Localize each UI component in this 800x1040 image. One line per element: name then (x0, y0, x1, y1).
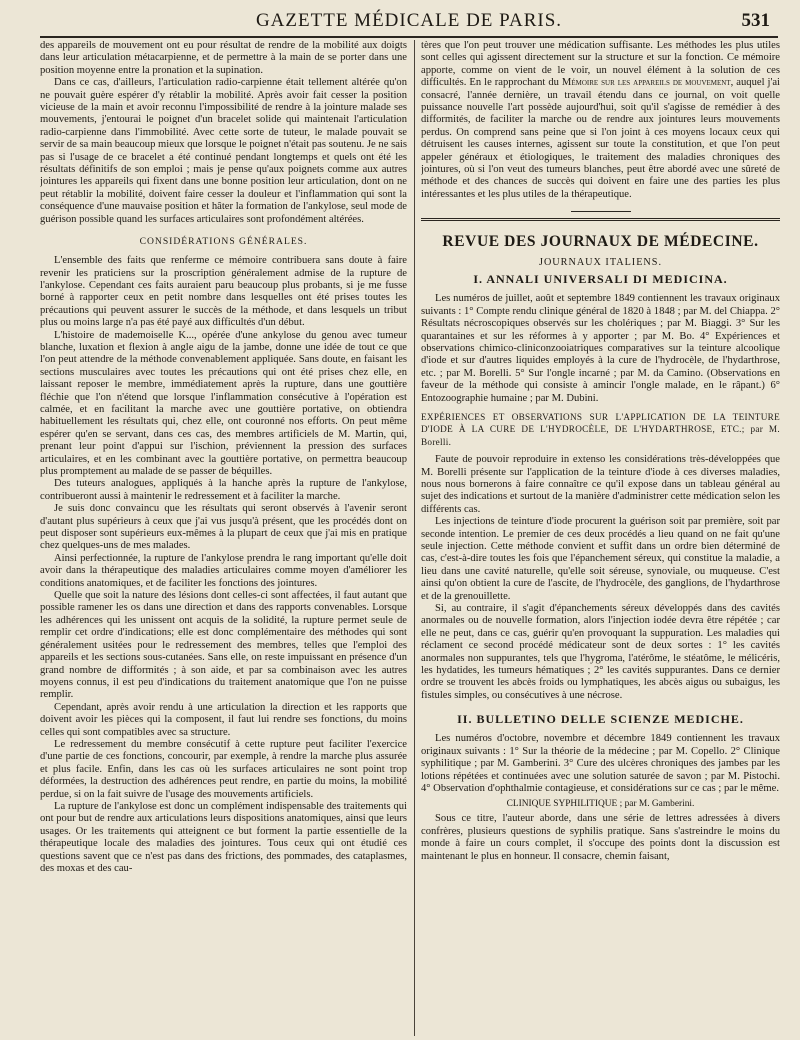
journal-title: GAZETTE MÉDICALE DE PARIS. (255, 10, 563, 31)
borelli-subheading: EXPÉRIENCES ET OBSERVATIONS SUR L'APPLICATION DE LA TEINTURE D'IODE À LA CURE DE L'HYDROCÈLE, DE L'HYDARTHROSE, ETC.; par M. Borelli. (421, 411, 780, 447)
left-column (40, 40, 407, 1036)
memoir-reference: Mémoire sur les appareils de mouvement, (561, 77, 734, 89)
section-heading-bulletino: II. BULLETINO DELLE SCIENZE MEDICHE. (457, 712, 744, 727)
right-paragraph (421, 40, 780, 201)
italian-journals-heading: JOURNAUX ITALIENS. (538, 257, 662, 269)
right-paragraph: Les injections de teinture d'iode procurent la guérison soit par première, soit par seconde intention. Le premier de ces deux procédés a lieu quand on ne fait qu'une seule injection. Cette méthode convient et suffit dans un ordre bien déterminé de cas, c'est-à-dire toutes les fois que l'épanchement séreux, qui constitue la maladie, a lieu dans une cavité naturelle, qu'elle soit séreuse, synoviale, ou muqueuse. C'est ainsi qu'on obtient la cure de l'ascite, de l'hydrocèle, des ganglions, de l'hydarthrose et de la grenouillette. (421, 516, 780, 602)
short-divider (571, 211, 631, 212)
right-column (421, 40, 780, 1036)
right-paragraph: Les numéros de juillet, août et septembre 1849 contiennent les travaux originaux suivants : 1° Compte rendu clinique général de 1820 à 1848 ; par M. del Chiappa. 2° Résultats nécroscopiques observés sur les cholériques ; par M. Biaggi. 3° Sur les quarantaines et sur les réformes à y apporter ; par M. Bo. 4° Expériences et observations chimico-cliniconzooiatriques comparatives sur la teinture alcoolique d'iode et sur d'autres liquides employés à la cure de l'hydrocèle, de l'hydarthrose, etc. ; par M. Borelli. 5° Sur l'ongle incarné ; par M. da Camino. (Observations en faveur de la méthode qui consiste à amincir l'ongle malade, en le râpant.) 6° Entozoographie humaine ; par M. Dubini. (421, 293, 780, 404)
left-paragraph: Le redressement du membre consécutif à cette rupture peut faciliter l'exercice d'une partie de ces fonctions, concourir, par exemple, à rendre la marche plus assurée et plus facile. Enfin, dans les cas où les surfaces articulaires ne sont point trop déformées, la destruction des adhérences peut rendre, en partie du moins, la mobilité perdue, si on la fait suivre de l'usage des mouvements artificiels. (40, 738, 407, 800)
page-number: 531 (741, 10, 770, 31)
right-text: tères que l'on peut trouver une médication suffisante. Les méthodes les plus utiles sont celles qui agissent directement sur la structure et sur la fonction. Ce mémoire apporte, comme on vient de le voir, un nouvel élément à la solution de ces difficultés. En le rapprochant du (421, 40, 780, 89)
clinique-subheading: CLINIQUE SYPHILITIQUE ; par M. Gamberini. (506, 799, 695, 810)
left-paragraph: des appareils de mouvement ont eu pour résultat de rendre de la mobilité aux doigts dans leur articulation métacarpienne, et de permettre à la main de se porter dans une position moyenne entre la pronation et la supination. (40, 40, 407, 76)
right-paragraph: Faute de pouvoir reproduire in extenso les considérations très-développées que M. Borelli présente sur l'application de la teinture d'iode à ces diverses maladies, nous nous bornerons à faire connaître ce qu'il expose dans un tableau général au sujet des indications et surtout de la manière d'administrer cette médication selon les différents cas. (421, 454, 780, 515)
right-text: auquel j'ai consacré, l'année dernière, un travail étendu dans ce journal, on voit quelle puissance nouvelle l'art possède aujourd'hui, soit qu'il s'agisse de remédier à des difformités, de faciliter la marche ou de rendre aux jointures leurs mouvements perdus. On comprend sans peine que si l'on joint à ces moyens locaux ceux qui détruisent les causes internes, agissent sur toute la constitution, et que l'on peut appeler généraux et étiologiques, le traitement des maladies chroniques des jointures, où si l'on veut des tumeurs blanches, peut être abordé avec une sûreté de méthode et des chances de succès qui doivent en faire une des parties les plus intéressantes et les plus utiles de la thérapeutique. (421, 77, 780, 200)
column-divider (414, 40, 415, 1036)
left-paragraph: L'ensemble des faits que renferme ce mémoire contribuera sans doute à faire revenir les praticiens sur la proscription généralement admise de la rupture de l'ankylose. Cependant ces faits auraient paru beaucoup plus probants, si je me fusse borné à rapporter ceux en petit nombre dans lesquelles ont été prises toutes les précautions qui peuvent assurer le succès de la méthode, et dans lesquels un tribut plus ou moins large n'a pas été payé aux difficultés d'un début. (40, 255, 407, 329)
section-heading-considerations: CONSIDÉRATIONS GÉNÉRALES. (139, 236, 308, 248)
right-paragraph: Si, au contraire, il s'agit d'épanchements séreux développés dans des cavités anormales ou de nouvelle formation, alors l'injection iodée devra être répétée ; car elle ne peut, dans ce cas, guérir qu'en provoquant la suppuration. Les maladies qui réclament ce second procédé médicateur sont de deux sortes : 1° les cavités anormales non suppurantes, tels que l'hygroma, l'atérôme, le stéatôme, le mélicéris, les hydatides, les tumeurs hématiques ; 2° les cavités suppurantes. Dans ce dernier ordre se trouvent les abcès froids ou lymphatiques, les abcès aigus ou subaigus, les fistules simples, ou consécutives à une nécrose. (421, 603, 780, 701)
page-header (40, 6, 778, 38)
right-paragraph: Sous ce titre, l'auteur aborde, dans une série de lettres adressées à divers confrères, plusieurs questions de syphilis pratique. Sans s'astreindre le moins du monde à faire un cours complet, il s'occupe des points dont la discussion est maintenant le plus en honneur. Il consacre, chemin faisant, (421, 813, 780, 862)
left-paragraph: Cependant, après avoir rendu à une articulation la direction et les rapports que doivent avoir les pièces qui la composent, il faut lui rendre ses fonctions, du moins celles qui sont compatibles avec sa structure. (40, 701, 407, 738)
left-paragraph: Je suis donc convaincu que les résultats qui seront observés à l'avenir seront d'autant plus supérieurs à ceux que j'ai vus jusqu'à présent, que les procédés dont on peut disposer sont supérieurs eux-mêmes à la plupart de ceux que j'ai mis en pratique chez quelques-uns de mes malades. (40, 503, 407, 552)
left-paragraph: Des tuteurs analogues, appliqués à la hanche après la rupture de l'ankylose, contribueront aussi à maintenir le redressement et à faciliter la marche. (40, 478, 407, 502)
left-paragraph: La rupture de l'ankylose est donc un complément indispensable des traitements qui ont pour but de rendre aux articulations leurs dispositions anatomiques, ainsi que leurs usages. Or les traitements qui atteignent ce but forment la partie essentielle de la thérapeutique locale des maladies des jointures. Tous ceux qui ont étudié ces questions savent que ce n'est pas dans des frictions, des pommades, des cataplasmes, des moxas et des cau- (40, 800, 407, 874)
left-paragraph: Dans ce cas, d'ailleurs, l'articulation radio-carpienne était tellement altérée qu'on ne pouvait guère espérer d'y rétablir la mobilité. Après avoir fait cesser la position vicieuse de la main et avoir reconnu l'impossibilité de rendre à la jointure malade ses mouvements, j'entourai le poignet d'un bracelet solide qui maintenait l'articulation radio-carpienne dans l'immobilité. Avec cette sorte de tuteur, le malade pouvait se servir de sa main beaucoup mieux que lorsque le poignet n'était pas soutenu. Je ne sais pas si l'usage de ce bracelet a été continué pendant longtemps et quels ont été les résultats définitifs de son emploi ; mais je pense qu'aux poignets comme aux autres jointures les appareils qui fixent dans une bonne position leur articulation, dont on ne peut rétablir la mobilité, doivent faire cesser la douleur et l'inflammation qui sont la conséquence d'une mauvaise position et hâter la formation de l'ankylose, seul mode de guérison possible quand les surfaces articulaires sont profondément altérées. (40, 77, 407, 225)
double-rule (421, 218, 780, 221)
section-heading-annali: I. ANNALI UNIVERSALI DI MEDICINA. (473, 272, 728, 287)
left-paragraph: L'histoire de mademoiselle K..., opérée d'une ankylose du genou avec tumeur blanche, luxation et flexion à angle aigu de la jambe, donne une idée de tout ce que l'on peut attendre de la méthode convenablement appliquée. Sans doute, en faisant les sections musculaires avec toutes les précautions qui ont été prises chez elle, en laissant reposer le membre, immédiatement après la rupture, dans une gouttière fléchie que l'on n'étend que lorsque l'inflammation consécutive à l'opération est calmée, et en facilitant la marche avec une gouttière portative, on obtiendra habituellement les résultats qui, chez elle, ont couronné nos efforts. On peut même espérer qu'en se servant, dans ces cas, des membres artificiels de M. Martin, qui, prenant leur point d'appui sur l'ischion, préviennent la pression des surfaces articulaires, et en les combinant avec la gouttière portative, on permettra beaucoup plus promptement au malade de se passer de béquilles. (40, 329, 407, 477)
review-heading: REVUE DES JOURNAUX DE MÉDECINE. (442, 233, 759, 251)
left-paragraph: Ainsi perfectionnée, la rupture de l'ankylose prendra le rang important qu'elle doit avoir dans la thérapeutique des maladies articulaires comme moyen d'améliorer les conditions anatomiques, et de faciliter les fonctions des jointures. (40, 552, 407, 589)
left-paragraph: Quelle que soit la nature des lésions dont celles-ci sont affectées, il faut autant que possible ramener les os dans une direction et dans des rapports convenables. Lorsque les adhérences qui les unissent ont acquis de la solidité, la rupture permet seule de remplir cet ordre d'indications; elle est donc complémentaire des méthodes qui sont généralement usitées pour le redressement des membres, telles que l'emploi des appareils et les sections sous-cutanées. Sans elle, on reste impuissant en présence d'un grand nombre de difformités ; à son aide, et par sa combinaison avec les autres moyens connus, il est peu d'indications du traitement anatomique que l'on ne puisse remplir. (40, 590, 407, 701)
right-paragraph: Les numéros d'octobre, novembre et décembre 1849 contiennent les travaux originaux suivants : 1° Sur la théorie de la médecine ; par M. Copello. 2° Clinique syphilitique ; par M. Gamberini. 3° Cure des ulcères chroniques des jambes par les lotions répétées et continuées avec une solution saturée de savon ; par M. Pistochi. 4° Observation d'ophthalmie contagieuse, et considérations sur ce cas ; par le même. (421, 733, 780, 794)
